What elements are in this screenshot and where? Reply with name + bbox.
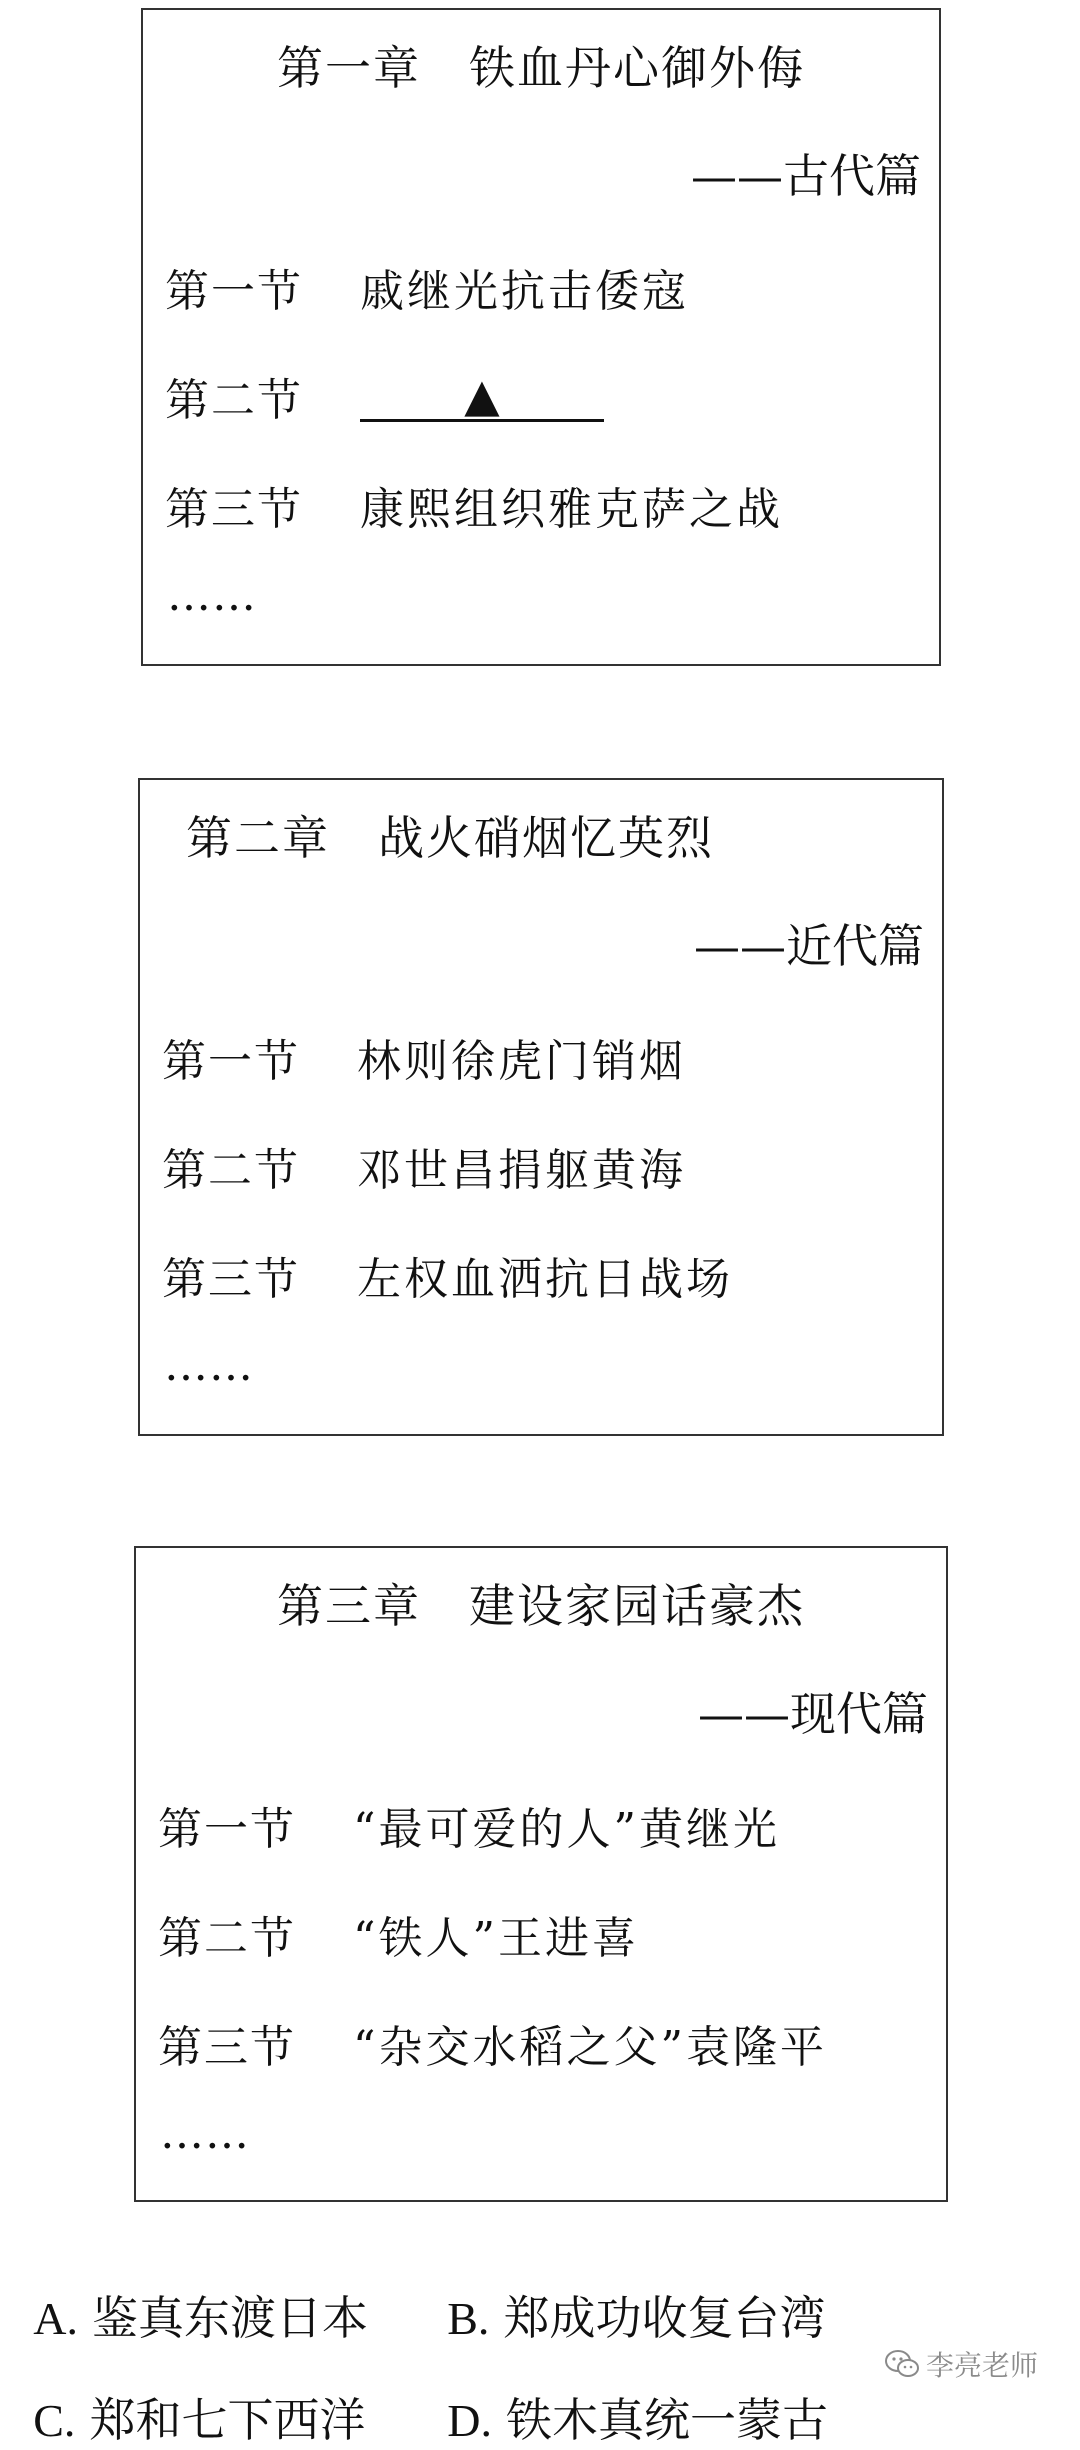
chapter-3-era: ——现代篇 [698,1687,928,1741]
chapter-1-section-2 [165,364,604,428]
option-letter: B. [447,2293,490,2344]
chapter-1-title: 第一章 铁血丹心御外侮 [277,41,805,95]
chapter-2-box [138,778,944,1436]
options-row-2 [4,2330,828,2450]
watermark-text: 李亮老师 [926,2349,1039,2382]
section-text: “最可爱的人”黄继光 [353,1804,780,1855]
section-text: 林则徐虎门销烟 [357,1036,686,1087]
watermark [884,2344,1038,2384]
chapter-2-title: 第二章 战火硝烟忆英烈 [186,811,714,865]
option-letter: D. [447,2395,492,2446]
chapter-1-box [141,8,941,666]
chapter-2-section-1 [162,1025,686,1089]
option-letter: C. [33,2395,76,2446]
chapter-2-section-3 [162,1243,733,1307]
chapter-1-section-1 [165,255,689,319]
chapter-3-title: 第三章 建设家园话豪杰 [277,1579,805,1633]
chapter-1-ellipsis: …… [167,570,257,621]
fill-in-blank [360,370,604,422]
option-text: 鉴真东渡日本 [91,2291,368,2345]
section-text: “铁人”王进喜 [353,1913,639,1964]
chapter-3-section-2 [158,1902,639,1966]
option-letter: A. [33,2293,78,2344]
chapter-2-ellipsis: …… [164,1340,254,1391]
chapter-3-section-1 [158,1793,780,1857]
wechat-icon [884,2349,920,2379]
chapter-3-box [134,1546,948,2202]
chapter-1-section-3 [165,473,783,537]
chapter-3-ellipsis: …… [160,2108,250,2159]
section-text: “杂交水稻之父”袁隆平 [353,2022,827,2073]
section-label: 第一节 [165,266,303,317]
section-label: 第二节 [162,1145,300,1196]
chapter-1-era: ——古代篇 [691,149,921,203]
section-label: 第二节 [165,375,303,426]
chapter-2-section-2 [162,1134,686,1198]
section-text: 左权血洒抗日战场 [357,1254,733,1305]
section-text: 戚继光抗击倭寇 [360,266,689,317]
section-text: 邓世昌捐躯黄海 [357,1145,686,1196]
option-text: 郑成功收复台湾 [503,2291,826,2345]
section-label: 第三节 [158,2022,296,2073]
option-text: 郑和七下西洋 [89,2393,366,2447]
section-label: 第三节 [162,1254,300,1305]
chapter-2-era: ——近代篇 [694,919,924,973]
option-text: 铁木真统一蒙古 [505,2393,828,2447]
section-label: 第一节 [158,1804,296,1855]
section-label: 第二节 [158,1913,296,1964]
chapter-3-section-3 [158,2011,827,2075]
section-label: 第一节 [162,1036,300,1087]
section-label: 第三节 [165,484,303,535]
section-text: 康熙组织雅克萨之战 [360,484,783,535]
blank-marker: ▲ [458,371,506,422]
